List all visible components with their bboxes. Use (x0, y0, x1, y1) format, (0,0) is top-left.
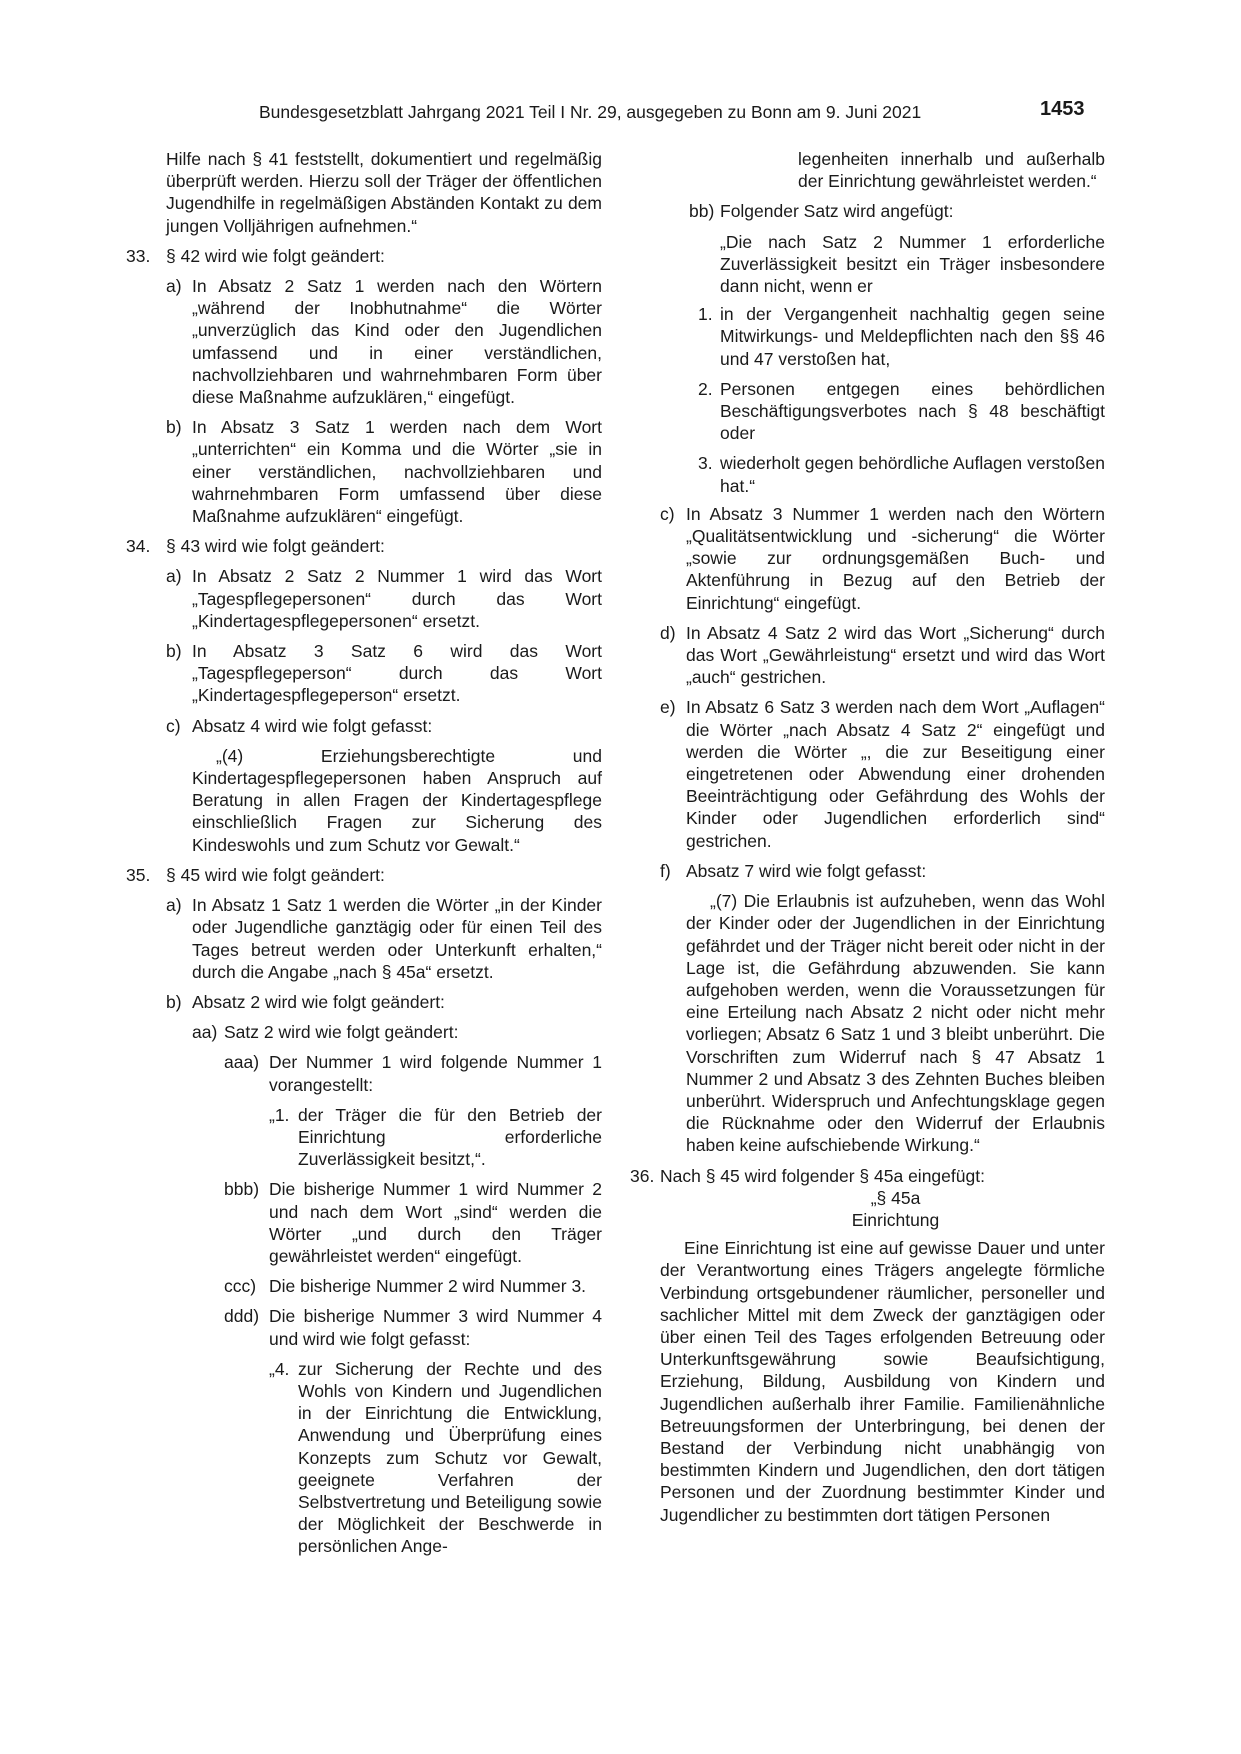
item-35-b (126, 991, 602, 1013)
item-34-a-text: In Absatz 2 Satz 2 Nummer 1 wird das Wort „Tagespflegepersonen“ durch das Wort „Kindertagespflegepersonen“ ersetzt. (192, 566, 602, 631)
item-35-f-label: f) (660, 860, 671, 881)
item-35-b-label: b) (166, 991, 182, 1012)
running-header (0, 96, 1241, 126)
item-35-e-label: e) (660, 697, 676, 718)
item-34-b-text: In Absatz 3 Satz 6 wird das Wort „Tagespflegeperson“ durch das Wort „Kindertagespflegeperson“ ersetzt. (192, 641, 602, 706)
item-35-b-ccc (126, 1275, 602, 1297)
item-35-b-ddd-quote-label: „4. (269, 1358, 290, 1379)
item-35-f-text: Absatz 7 wird wie folgt gefasst: (686, 860, 927, 881)
quote-number-1-text: in der Vergangenheit nachhaltig gegen seine Mitwirkungs- und Meldepflichten nach den §§ 46 und 47 verstoßen hat, (720, 304, 1105, 369)
item-35-number: 35. (126, 864, 151, 885)
item-35-b-aa-text: Satz 2 wird wie folgt geändert: (224, 1022, 459, 1043)
item-35-b-aaa (126, 1051, 602, 1095)
item-35-b-bbb-label: bbb) (224, 1179, 260, 1200)
item-33-a (126, 275, 602, 408)
section-title: Einrichtung (851, 1209, 940, 1230)
item-33-b-text: In Absatz 3 Satz 1 werden nach dem Wort „unterrichten“ ein Komma und die Wörter „sie in einer verständlichen, nachvollziehbaren und wahrnehmbaren Form umfassend über diese Maßnahme aufzuklären“ eingefügt. (192, 417, 602, 527)
item-35-a-text: In Absatz 1 Satz 1 werden die Wörter „in der Kinder oder Jugendliche ganztägig oder für einen Teil des Tages betreut werden oder Unterkunft erhalten,“ durch die Angabe „nach § 45a“ ersetzt. (192, 895, 602, 982)
item-35-b-bbb-text: Die bisherige Nummer 1 wird Nummer 2 und nach dem Wort „sind“ werden die Wörter „und durch den Träger gewährleistet werden“ eingefügt. (269, 1179, 602, 1266)
item-35-b-text: Absatz 2 wird wie folgt geändert: (192, 991, 445, 1012)
item-35-b-aaa-quote-text: der Träger die für den Betrieb der Einrichtung erforderliche Zuverlässigkeit besitzt,“. (298, 1104, 602, 1170)
item-36 (630, 1165, 1105, 1187)
item-35-b-aaa-quote (126, 1104, 602, 1171)
right-column (630, 148, 1105, 1526)
item-35-b-ccc-label: ccc) (224, 1276, 257, 1297)
item-33-text: § 42 wird wie folgt geändert: (166, 245, 385, 266)
item-35-b-ddd-text: Die bisherige Nummer 3 wird Nummer 4 und wird wie folgt gefasst: (269, 1306, 602, 1349)
item-35-d-label: d) (660, 622, 676, 643)
item-35-c (660, 503, 1105, 614)
item-34-c (126, 715, 602, 737)
quote-number-1 (660, 303, 1105, 370)
item-35-b-bbb (126, 1178, 602, 1267)
quote-number-3 (660, 452, 1105, 496)
item-35 (126, 864, 602, 886)
item-35-b-bb (660, 200, 1105, 222)
item-34-number: 34. (126, 536, 151, 557)
page-number: 1453 (1040, 98, 1085, 120)
left-column (126, 148, 602, 1558)
item-35-a-label: a) (166, 895, 182, 916)
item-35-b-bb-quote: „Die nach Satz 2 Nummer 1 erforderliche Zuverlässigkeit besitzt ein Träger insbesondere dann nicht, wenn er (720, 231, 1105, 297)
item-34-text: § 43 wird wie folgt geändert: (166, 536, 385, 557)
item-35-b-aa-label: aa) (192, 1022, 218, 1043)
section-body: Eine Einrichtung ist eine auf gewisse Dauer und unter der Verantwortung eines Trägers angelegte förmliche Verbindung ortsgebundener räumlicher, personeller und sachlicher Mittel mit dem Zweck der ganztägigen oder über einen Teil des Tages erfolgenden Betreuung oder Unterkunftsgewährung sowie Beaufsichtigung, Erziehung, Bildung, Ausbildung von Kindern und Jugendlichen außerhalb ihrer Familie. Familienähnliche Betreuungsformen der Unterbringung, bei denen der Bestand der Verbindung nicht unabhängig von bestimmten Kindern und Jugendlichen, den dort tätigen Personen und der Zuordnung bestimmter Kinder und Jugendlicher zu bestimmten dort tätigen Personen (660, 1238, 1105, 1525)
item-35-b-ddd (126, 1305, 602, 1349)
item-35-b-aaa-text: Der Nummer 1 wird folgende Nummer 1 vorangestellt: (269, 1052, 602, 1095)
item-35-b-ddd-label: ddd) (224, 1306, 260, 1327)
item-35-text: § 45 wird wie folgt geändert: (166, 864, 385, 885)
item-35-b-bb-label: bb) (689, 201, 715, 222)
item-36-text: Nach § 45 wird folgender § 45a eingefügt: (660, 1165, 985, 1186)
item-35-b-ccc-text: Die bisherige Nummer 2 wird Nummer 3. (269, 1276, 587, 1297)
item-34 (126, 535, 602, 557)
item-34-b (126, 640, 602, 707)
item-35-c-text: In Absatz 3 Nummer 1 werden nach den Wörtern „Qualitätsentwicklung und -sicherung“ die Wörter „sowie zur ordnungsgemäßen Buch- und Aktenführung in Bezug auf den Betrieb der Einrichtung“ eingefügt. (686, 503, 1105, 613)
item-34-a (126, 565, 602, 632)
item-34-a-label: a) (166, 566, 182, 587)
item-35-f (660, 860, 1105, 882)
item-35-b-ddd-quote-text: zur Sicherung der Rechte und des Wohls von Kindern und Jugendlichen in der Einrichtung die Entwicklung, Anwendung und Überprüfung eines Konzepts zum Schutz vor Gewalt, geeignete Verfahren der Selbstvertretung und Beteiligung sowie der Möglichkeit der Beschwerde in persönlichen Ange- (298, 1358, 602, 1557)
item-35-b-ddd-quote (126, 1358, 602, 1558)
item-33-b-label: b) (166, 417, 182, 438)
item-35-c-label: c) (660, 503, 675, 524)
item-33-number: 33. (126, 245, 151, 266)
item-35-f-quote: „(7) Die Erlaubnis ist aufzuheben, wenn das Wohl der Kinder oder der Jugendlichen in der Einrichtung gefährdet und der Träger nicht bereit oder nicht in der Lage ist, die Gefährdung abzuwenden. Sie kann aufgehoben werden, wenn die Voraussetzungen für eine Erteilung nach Absatz 2 nicht oder nicht mehr vorliegen; Absatz 6 Satz 1 und 3 bleibt unberührt. Die Vorschriften zum Widerruf nach § 47 Absatz 1 Nummer 2 und Absatz 3 des Zehnten Buches bleiben unberührt. Widerspruch und Anfechtungsklage gegen die Rücknahme oder den Widerruf der Erlaubnis haben keine aufschiebende Wirkung.“ (686, 891, 1105, 1156)
item-35-d-text: In Absatz 4 Satz 2 wird das Wort „Sicherung“ durch das Wort „Gewährleistung“ ersetzt und wird das Wort „auch“ gestrichen. (686, 622, 1105, 688)
quote-number-2 (660, 378, 1105, 445)
item-34-b-label: b) (166, 641, 182, 662)
quote-number-1-label: 1. (698, 304, 713, 325)
quote-number-3-label: 3. (698, 453, 713, 474)
item-35-e (660, 696, 1105, 851)
item-36-number: 36. (630, 1165, 655, 1186)
section-heading: „§ 45a (870, 1187, 921, 1208)
item-33 (126, 245, 602, 267)
running-title: Bundesgesetzblatt Jahrgang 2021 Teil I Nr. 29, ausgegeben zu Bonn am 9. Juni 2021 (259, 102, 922, 122)
item-35-a (126, 894, 602, 983)
item-35-b-aa (126, 1021, 602, 1043)
item-33-b (126, 416, 602, 527)
item-35-e-text: In Absatz 6 Satz 3 werden nach dem Wort „Auflagen“ die Wörter „nach Absatz 4 Satz 2“ eingefügt und werden die Wörter „, die zur Beseitigung einer eingetretenen oder Abwendung einer drohenden Beeinträchtigung oder Gefährdung des Wohls der Kinder oder Jugendlichen erforderlich sind“ gestrichen. (686, 697, 1105, 851)
quote-number-3-text: wiederholt gegen behördliche Auflagen verstoßen hat.“ (720, 453, 1105, 496)
item-35-b-aaa-label: aaa) (224, 1052, 260, 1073)
item-34-c-quote: „(4) Erziehungsberechtigte und Kindertagespflegepersonen haben Anspruch auf Beratung in allen Fragen der Kindertagespflege einschließlich Fragen zur Sicherung des Kindeswohls und zum Schutz vor Gewalt.“ (192, 745, 602, 855)
quote-number-2-text: Personen entgegen eines behördlichen Beschäftigungsverbotes nach § 48 beschäftigt oder (720, 378, 1105, 444)
item-33-a-label: a) (166, 276, 182, 297)
item-35-b-aaa-quote-label: „1. (269, 1104, 290, 1125)
item-35-d (660, 622, 1105, 689)
item-34-c-label: c) (166, 715, 181, 736)
quote-number-2-label: 2. (698, 378, 713, 399)
item-33-a-text: In Absatz 2 Satz 1 werden nach den Wörtern „während der Inobhutnahme“ die Wörter „unverzüglich das Kind oder den Jugendlichen umfassend und in einer verständlichen, nachvollziehbaren und wahrnehmbaren Form über diese Maßnahme aufzuklären,“ eingefügt. (192, 276, 602, 408)
item-35-b-bb-text: Folgender Satz wird angefügt: (720, 201, 954, 222)
item-34-c-text: Absatz 4 wird wie folgt gefasst: (192, 715, 433, 736)
intro-paragraph: Hilfe nach § 41 feststellt, dokumentiert und regelmäßig überprüft werden. Hierzu soll der Träger der öffentlichen Jugendhilfe in regelmäßigen Abständen Kontakt zu dem jungen Volljährigen aufnehmen.“ (166, 149, 602, 236)
continued-text: legenheiten innerhalb und außerhalb der Einrichtung gewährleistet werden.“ (798, 149, 1105, 192)
